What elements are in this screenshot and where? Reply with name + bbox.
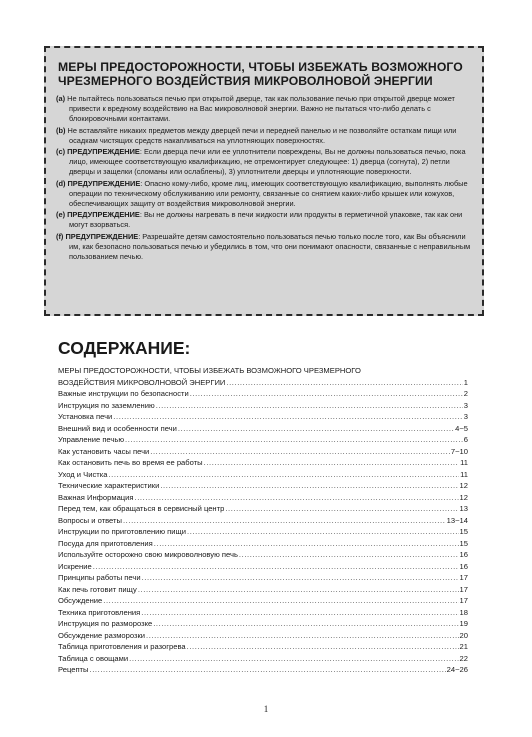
toc-dot-leader: [103, 595, 458, 607]
toc-entry-title: Инструкции по приготовлению пищи: [58, 527, 187, 536]
toc-entry-title: Внешний вид и особенности печи: [58, 423, 177, 433]
toc-entry-title: Обсуждение разморозки: [58, 630, 146, 640]
toc-entry: [58, 457, 468, 469]
toc-title: СОДЕРЖАНИЕ:: [58, 338, 191, 358]
toc-dot-leader: [90, 664, 446, 676]
toc-entry-page: 22: [459, 653, 468, 663]
toc-entry: [58, 434, 468, 446]
toc-entry-title: Установка печи: [58, 412, 113, 421]
warning-item-label: (f): [56, 231, 64, 241]
toc-entry-title: Обсуждение: [58, 596, 103, 605]
toc-entry: [58, 664, 468, 676]
toc-entry: [58, 469, 468, 481]
warning-item-text: : Если дверца печи или ее уплотнители повреждены, Вы не должны пользоваться печью, пока лицо, имеющее соответствующую квалификацию, не отремонтирует следующее: 1) дверца (согнута), 2) петли дверцы и защелки (сломаны или ослаблены), 3) уплотнители дверцы и уплотняющие поверхности.: [69, 147, 466, 177]
toc-dot-leader: [187, 641, 459, 653]
toc-entry-page: 15: [459, 527, 468, 536]
toc-entry-title: Таблица приготовления и разогрева: [58, 642, 186, 651]
toc-dot-leader: [187, 526, 459, 538]
toc-entry-title: Важные инструкции по безопасности: [58, 389, 189, 398]
warning-item-label: (d): [56, 178, 66, 188]
toc-entry-title: Таблица с овощами: [58, 653, 129, 663]
warning-item-text: : Разрешайте детям самостоятельно пользоваться печью только после того, как Вы объяснили им, как безопасно пользоваться печью и убедились в том, что они понимают опасности, связанные с неправильным пользованием печью.: [69, 231, 471, 261]
toc-entry-title: Техника приготовления: [58, 607, 141, 617]
toc-entry-page: 21: [459, 642, 468, 651]
toc-entry: [58, 549, 468, 561]
toc-entry-page: 12: [459, 492, 468, 502]
toc-entry-title: Принципы работы печи: [58, 573, 141, 582]
toc-dot-leader: [150, 446, 450, 458]
toc-dot-leader: [226, 377, 462, 389]
toc-entry: [58, 492, 468, 504]
toc-entry-title: Как установить часы печи: [58, 446, 150, 456]
toc-dot-leader: [156, 400, 463, 412]
toc-entry-page: 1: [463, 377, 468, 387]
toc-entry: [58, 653, 468, 665]
toc-entry-page: 2: [463, 389, 468, 398]
toc-entry: [58, 423, 468, 435]
toc-dot-leader: [153, 618, 458, 630]
toc-entry: [58, 630, 468, 642]
toc-entry-page: 3: [463, 412, 468, 421]
toc-entry-page: 16: [459, 561, 468, 571]
toc-entry-page: 11: [460, 458, 468, 467]
toc-entry-title: Инструкция по заземлению: [58, 400, 155, 410]
warning-item-label: (e): [56, 210, 66, 220]
warning-item: [56, 210, 472, 230]
toc-dot-leader: [190, 388, 463, 400]
toc-dot-leader: [138, 584, 459, 596]
warning-items: [56, 94, 472, 262]
toc-entry-page: 13: [459, 504, 468, 513]
warning-item: [56, 232, 472, 262]
toc-entry: [58, 618, 468, 630]
toc-entry-title: Инструкция по разморозке: [58, 619, 153, 628]
toc-entry-title: Уход и Чистка: [58, 469, 108, 479]
toc-dot-leader: [154, 538, 459, 550]
toc-dot-leader: [129, 653, 458, 665]
toc-entry-page: 11: [460, 469, 468, 479]
toc-entry-title: Как остановить печь во время ее работы: [58, 458, 203, 467]
toc-dot-leader: [146, 630, 459, 642]
toc-entry: [58, 411, 468, 423]
warning-item-label: (b): [56, 125, 66, 135]
page-number: 1: [263, 704, 269, 714]
toc-entry-title: Важная Информация: [58, 492, 134, 502]
toc-entry-first-line: МЕРЫ ПРЕДОСТОРОЖНОСТИ, ЧТОБЫ ИЗБЕЖАТЬ ВОЗМОЖНОГО ЧРЕЗМЕРНОГО: [58, 366, 361, 375]
warning-keyword: ПРЕДУПРЕЖДЕНИЕ: [67, 147, 140, 157]
toc-entry-title: Посуда для приготовления: [58, 538, 153, 548]
toc-entry: [58, 503, 468, 515]
toc-entry-title: Используйте осторожно свою микроволновую печь: [58, 550, 238, 559]
toc-dot-leader: [135, 492, 459, 504]
toc-dot-leader: [108, 469, 459, 481]
warning-item-label: (a): [56, 94, 66, 104]
toc-entry-page: 15: [459, 538, 468, 548]
warning-item: [56, 147, 472, 177]
toc-entry-page: 13~14: [446, 515, 468, 525]
toc-entry-title: Перед тем, как обращаться в сервисный центр: [58, 504, 225, 513]
toc-entry: [58, 377, 468, 389]
toc-entry-page: 4~5: [455, 423, 468, 433]
warning-item-text: Не вставляйте никаких предметов между дверцей печи и передней панелью и не позволяйте остаткам пищи или осадкам чистящих средств накапливаться на уплотняющих поверхностях.: [67, 125, 457, 145]
toc-entry: [58, 446, 468, 458]
toc-dot-leader: [113, 411, 462, 423]
toc-entry-page: 7~10: [450, 446, 468, 456]
toc-entries: [58, 377, 468, 676]
toc-entry-title: ВОЗДЕЙСТВИЯ МИКРОВОЛНОВОЙ ЭНЕРГИИ: [58, 377, 226, 387]
toc-entry: [58, 595, 468, 607]
toc-dot-leader: [123, 515, 446, 527]
toc-entry-page: 18: [459, 607, 468, 617]
toc-dot-leader: [141, 607, 458, 619]
toc-entry-title: Вопросы и ответы: [58, 515, 122, 525]
toc-entry-title: Управление печью: [58, 435, 125, 444]
warning-item-label: (c): [56, 147, 66, 157]
toc-entry-page: 17: [459, 584, 468, 594]
toc-entry-page: 12: [459, 481, 468, 490]
toc-entry-page: 3: [463, 400, 468, 410]
toc-entry: [58, 515, 468, 527]
toc-entry-page: 6: [463, 435, 468, 444]
toc-dot-leader: [178, 423, 454, 435]
toc-entry: [58, 561, 468, 573]
toc-dot-leader: [239, 549, 459, 561]
toc-entry: [58, 400, 468, 412]
warning-keyword: ПРЕДУПРЕЖДЕНИЕ: [65, 231, 139, 241]
toc-entry-title: Искрение: [58, 561, 92, 571]
toc-dot-leader: [125, 434, 463, 446]
toc-entry: [58, 526, 468, 538]
toc-entry-title: Технические характеристики: [58, 481, 160, 490]
toc-entry: [58, 607, 468, 619]
toc-dot-leader: [160, 480, 458, 492]
toc-entry: [58, 388, 468, 400]
toc-entry: [58, 538, 468, 550]
toc-entry: [58, 584, 468, 596]
toc-entry-page: 16: [459, 550, 468, 559]
toc-entry-page: 17: [459, 596, 468, 605]
warning-title: МЕРЫ ПРЕДОСТОРОЖНОСТИ, ЧТОБЫ ИЗБЕЖАТЬ ВОЗМОЖНОГО ЧРЕЗМЕРНОГО ВОЗДЕЙСТВИЯ МИКРОВОЛНОВОЙ ЭНЕРГИИ: [58, 60, 463, 88]
warning-item: [56, 126, 472, 146]
toc-entry: [58, 572, 468, 584]
warning-keyword: ПРЕДУПРЕЖДЕНИЕ: [67, 178, 141, 188]
warning-item-text: : Вы не должны нагревать в печи жидкости или продукты в герметичной упаковке, так как они могут взорваться.: [69, 210, 463, 230]
toc-dot-leader: [93, 561, 459, 573]
warning-item-text: : Опасно кому-либо, кроме лиц, имеющих соответствующую квалификацию, выполнять любые операции по техническому обслуживанию или ремонту, связанные со снятием каких-либо крышек или кожухов, обеспечивающих защиту от воздействия микроволновой энергии.: [69, 178, 468, 208]
warning-keyword: ПРЕДУПРЕЖДЕНИЕ: [67, 210, 140, 220]
toc-dot-leader: [142, 572, 459, 584]
toc-entry-page: 24~26: [446, 665, 468, 674]
safety-warning-box: [44, 46, 484, 316]
toc-entry-title: Как печь готовит пищу: [58, 584, 137, 594]
toc-entry-title: Рецепты: [58, 665, 89, 674]
toc-dot-leader: [204, 457, 460, 469]
toc-entry-page: 17: [459, 573, 468, 582]
warning-item: [56, 94, 472, 124]
table-of-contents: [58, 338, 468, 676]
toc-dot-leader: [225, 503, 458, 515]
warning-item-text: Не пытайтесь пользоваться печью при открытой дверце, так как пользование печью при открытой дверце может привести к вредному воздействию на Вас микроволновой энергии. Важно не пытаться что-либо делать с блокировочными контактами.: [67, 94, 455, 124]
toc-entry: [58, 641, 468, 653]
toc-entry-page: 20: [459, 630, 468, 640]
warning-item: [56, 179, 472, 209]
toc-entry-page: 19: [459, 619, 468, 628]
toc-entry: [58, 480, 468, 492]
